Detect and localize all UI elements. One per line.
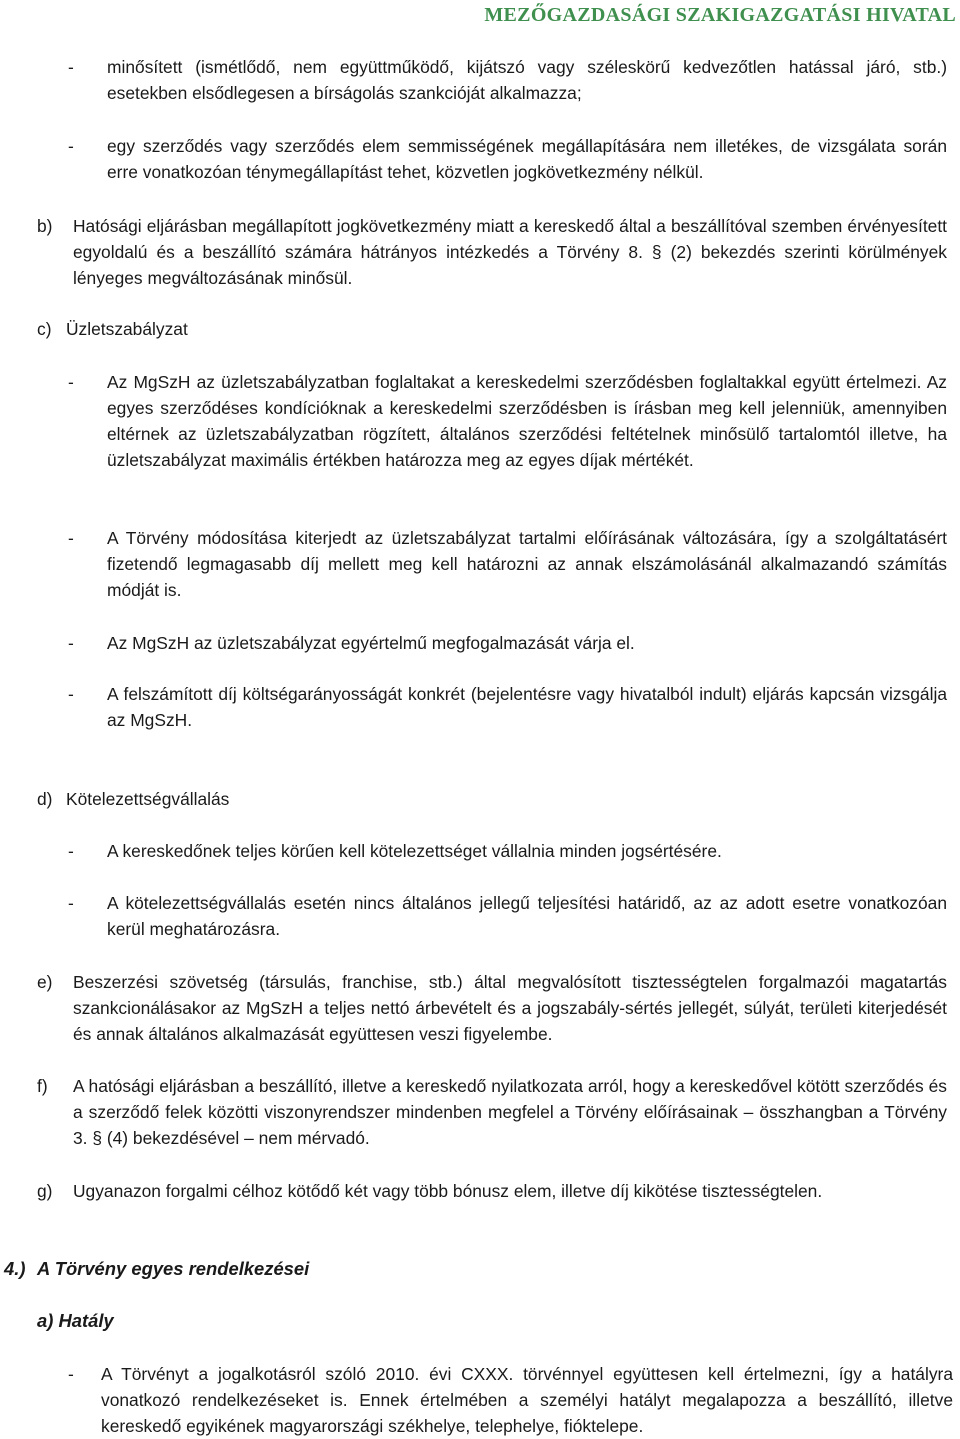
item-f-label: f) xyxy=(37,1076,48,1096)
item-d-title: Kötelezettségvállalás xyxy=(66,789,230,809)
bullet-text-qualified-cases: minősített (ismétlődő, nem együttműködő, kijátszó vagy széleskörű kedvezőtlen hatással járó, stb.) esetekben elsődlegesen a bírságolás szankcióját alkalmazza; xyxy=(107,57,947,103)
bullet-text-contract-nullity: egy szerződés vagy szerződés elem semmisségének megállapítására nem illetékes, de vizsgálata során erre vonatkozóan ténymegállapítást tehet, közvetlen jogkövetkezmény nélkül. xyxy=(107,136,947,182)
item-d-bullet-commitment: A kereskedőnek teljes körűen kell kötelezettséget vállalnia minden jogsértésére. xyxy=(107,841,722,861)
office-header: MEZŐGAZDASÁGI SZAKIGAZGATÁSI HIVATAL xyxy=(484,4,956,26)
item-e-text: Beszerzési szövetség (társulás, franchise, stb.) által megvalósított tisztességtelen forgalmazói magatartás szankcionálásakor az MgSzH a teljes nettó árbevételt és a jogszabály-sértés jellegét, súlyát, területi kiterjedését és annak általános alkalmazását együttesen veszi figyelembe. xyxy=(73,972,947,1044)
bullet-dash: - xyxy=(68,1364,74,1384)
bullet-dash: - xyxy=(68,633,74,653)
item-b-label: b) xyxy=(37,216,53,236)
bullet-dash: - xyxy=(68,57,74,77)
item-e-label: e) xyxy=(37,972,53,992)
item-c-bullet-clarity: Az MgSzH az üzletszabályzat egyértelmű megfogalmazását várja el. xyxy=(107,633,635,653)
item-d-bullet-deadline: A kötelezettségvállalás esetén nincs általános jellegű teljesítési határidő, az az adott esetre vonatkozóan kerül meghatározásra. xyxy=(107,893,947,939)
bullet-dash: - xyxy=(68,893,74,913)
section-number: 4.) xyxy=(4,1258,26,1279)
item-c-bullet-interpretation: Az MgSzH az üzletszabályzatban foglaltakat a kereskedelmi szerződésben foglaltakkal együtt értelmezi. Az egyes szerződéses kondícióknak a kereskedelmi szerződésben is írásban meg kell jelenniük, amennyiben eltérnek az üzletszabályzatban rögzített, általános szerződési feltételnek minősülő tartalomtól illetve, ha üzletszabályzat maximális értékben határozza meg az egyes díjak mértékét. xyxy=(107,372,947,470)
item-d-label: d) xyxy=(37,789,53,809)
bullet-dash: - xyxy=(68,841,74,861)
bullet-dash: - xyxy=(68,684,74,704)
bullet-dash: - xyxy=(68,372,74,392)
item-c-label: c) xyxy=(37,319,52,339)
item-b-text: Hatósági eljárásban megállapított jogkövetkezmény miatt a kereskedő által a beszállítóval szemben érvényesített egyoldalú és a beszállító számára hátrányos intézkedés a Törvény 8. § (2) bekezdés szerinti körülmények lényeges megváltozásának minősül. xyxy=(73,216,947,288)
section-title: A Törvény egyes rendelkezései xyxy=(37,1258,310,1279)
item-g-label: g) xyxy=(37,1181,53,1201)
item-g-text: Ugyanazon forgalmi célhoz kötődő két vagy több bónusz elem, illetve díj kikötése tisztességtelen. xyxy=(73,1181,823,1201)
bullet-dash: - xyxy=(68,136,74,156)
item-c-title: Üzletszabályzat xyxy=(66,319,188,339)
item-c-bullet-amendment: A Törvény módosítása kiterjedt az üzletszabályzat tartalmi előírásának változására, így a szolgáltatásért fizetendő legmagasabb díj mellett meg kell határozni az annak elszámolásánál alkalmazandó számítás módját is. xyxy=(107,528,947,600)
item-f-text: A hatósági eljárásban a beszállító, illetve a kereskedő nyilatkozata arról, hogy a kereskedővel kötött szerződés és a szerződő felek közötti viszonyrendszer mindenben megfelel a Törvény előírásainak – összhangban a Törvény 3. § (4) bekezdésével – nem mérvadó. xyxy=(73,1076,947,1148)
bullet-text-scope: A Törvényt a jogalkotásról szóló 2010. évi CXXX. törvénnyel együttesen kell értelmezni, így a hatályra vonatkozó rendelkezéseket is. Ennek értelmében a személyi hatályt megalapozza a beszállító, illetve kereskedő egyikének magyarországi székhelye, telephelye, fióktelepe. xyxy=(101,1364,953,1436)
bullet-dash: - xyxy=(68,528,74,548)
item-c-bullet-cost: A felszámított díj költségarányosságát konkrét (bejelentésre vagy hivatalból indult) eljárás kapcsán vizsgálja az MgSzH. xyxy=(107,684,947,730)
subsection-title-scope: a) Hatály xyxy=(37,1310,114,1331)
